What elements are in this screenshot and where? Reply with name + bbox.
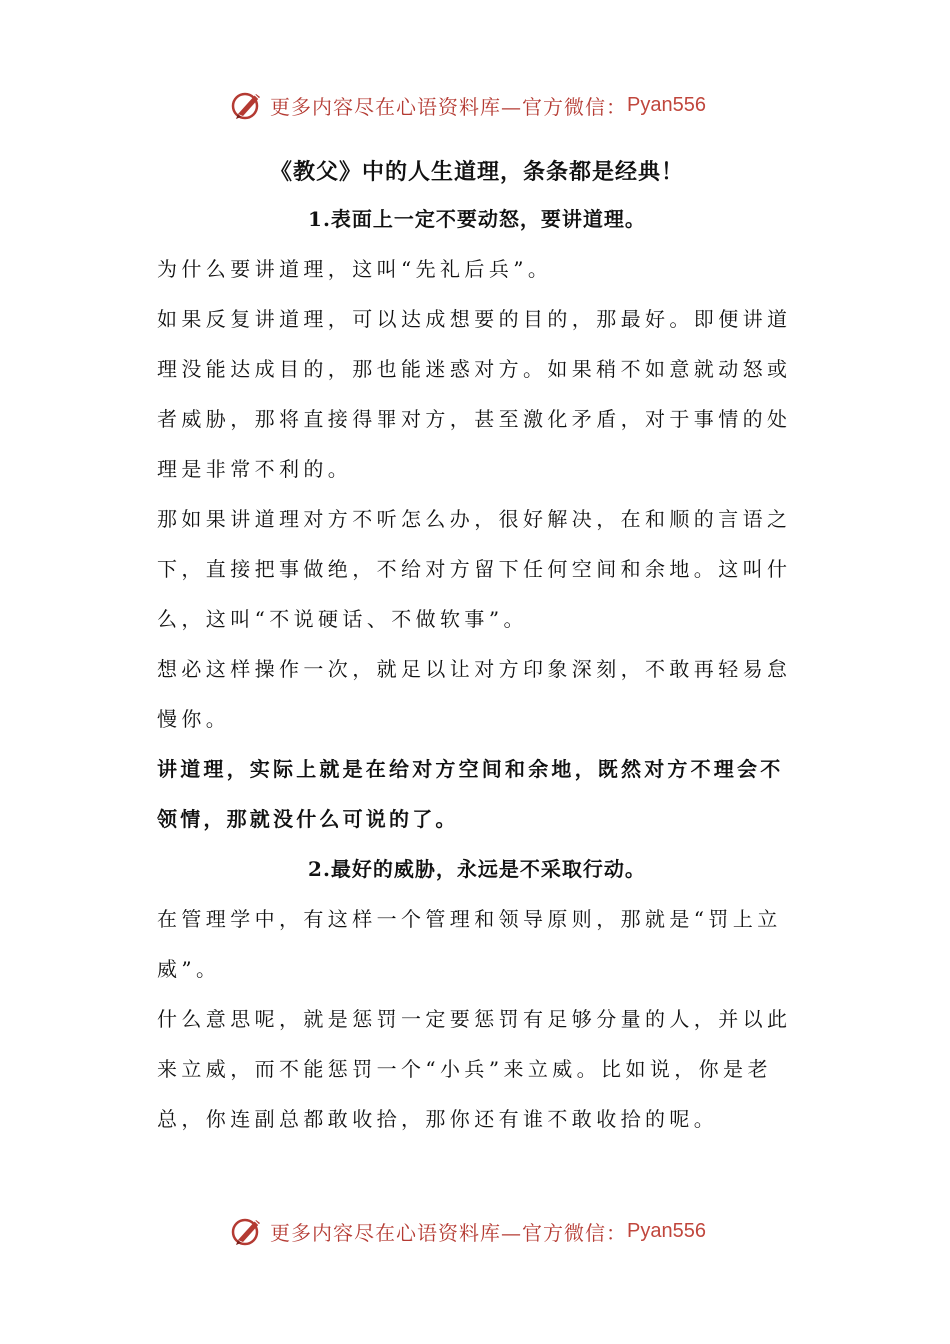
- paragraph: 如果反复讲道理，可以达成想要的目的，那最好。即便讲道理没能达成目的，那也能迷惑对方。如果稍不如意就动怒或者威胁，那将直接得罪对方，甚至激化矛盾，对于事情的处理是非常不利的。: [157, 307, 792, 481]
- paragraph: 在管理学中，有这样一个管理和领导原则，那就是“罚上立威”。: [157, 907, 782, 981]
- pen-logo-icon: [230, 1214, 264, 1248]
- bold-paragraph: 讲道理，实际上就是在给对方空间和余地，既然对方不理会不领情，那就没什么可说的了。: [157, 757, 784, 831]
- document-body: [157, 150, 797, 1144]
- header-watermark-banner: [0, 80, 950, 130]
- section-heading: 1.表面上一定不要动怒，要讲道理。: [308, 207, 646, 231]
- paragraph: 为什么要讲道理，这叫“先礼后兵”。: [157, 257, 553, 281]
- document-title: 《教父》中的人生道理，条条都是经典！: [269, 159, 684, 185]
- banner-wechat-id: Pyan556: [627, 93, 706, 116]
- section-heading: 2.最好的威胁，永远是不采取行动。: [308, 857, 646, 881]
- paragraph: 想必这样操作一次，就足以让对方印象深刻，不敢再轻易怠慢你。: [157, 657, 792, 731]
- paragraph: 什么意思呢，就是惩罚一定要惩罚有足够分量的人，并以此来立威，而不能惩罚一个“小兵”来立威。比如说，你是老总，你连副总都敢收拾，那你还有谁不敢收拾的呢。: [157, 1007, 792, 1131]
- banner-text: 更多内容尽在心语资料库—官方微信：: [270, 94, 627, 119]
- pen-logo-icon: [230, 88, 264, 122]
- banner-wechat-id: Pyan556: [627, 1219, 706, 1242]
- paragraph: 那如果讲道理对方不听怎么办，很好解决，在和顺的言语之下，直接把事做绝，不给对方留下任何空间和余地。这叫什么，这叫“不说硬话、不做软事”。: [157, 507, 792, 631]
- banner-text: 更多内容尽在心语资料库—官方微信：: [270, 1220, 627, 1245]
- footer-watermark-banner: [0, 1206, 950, 1256]
